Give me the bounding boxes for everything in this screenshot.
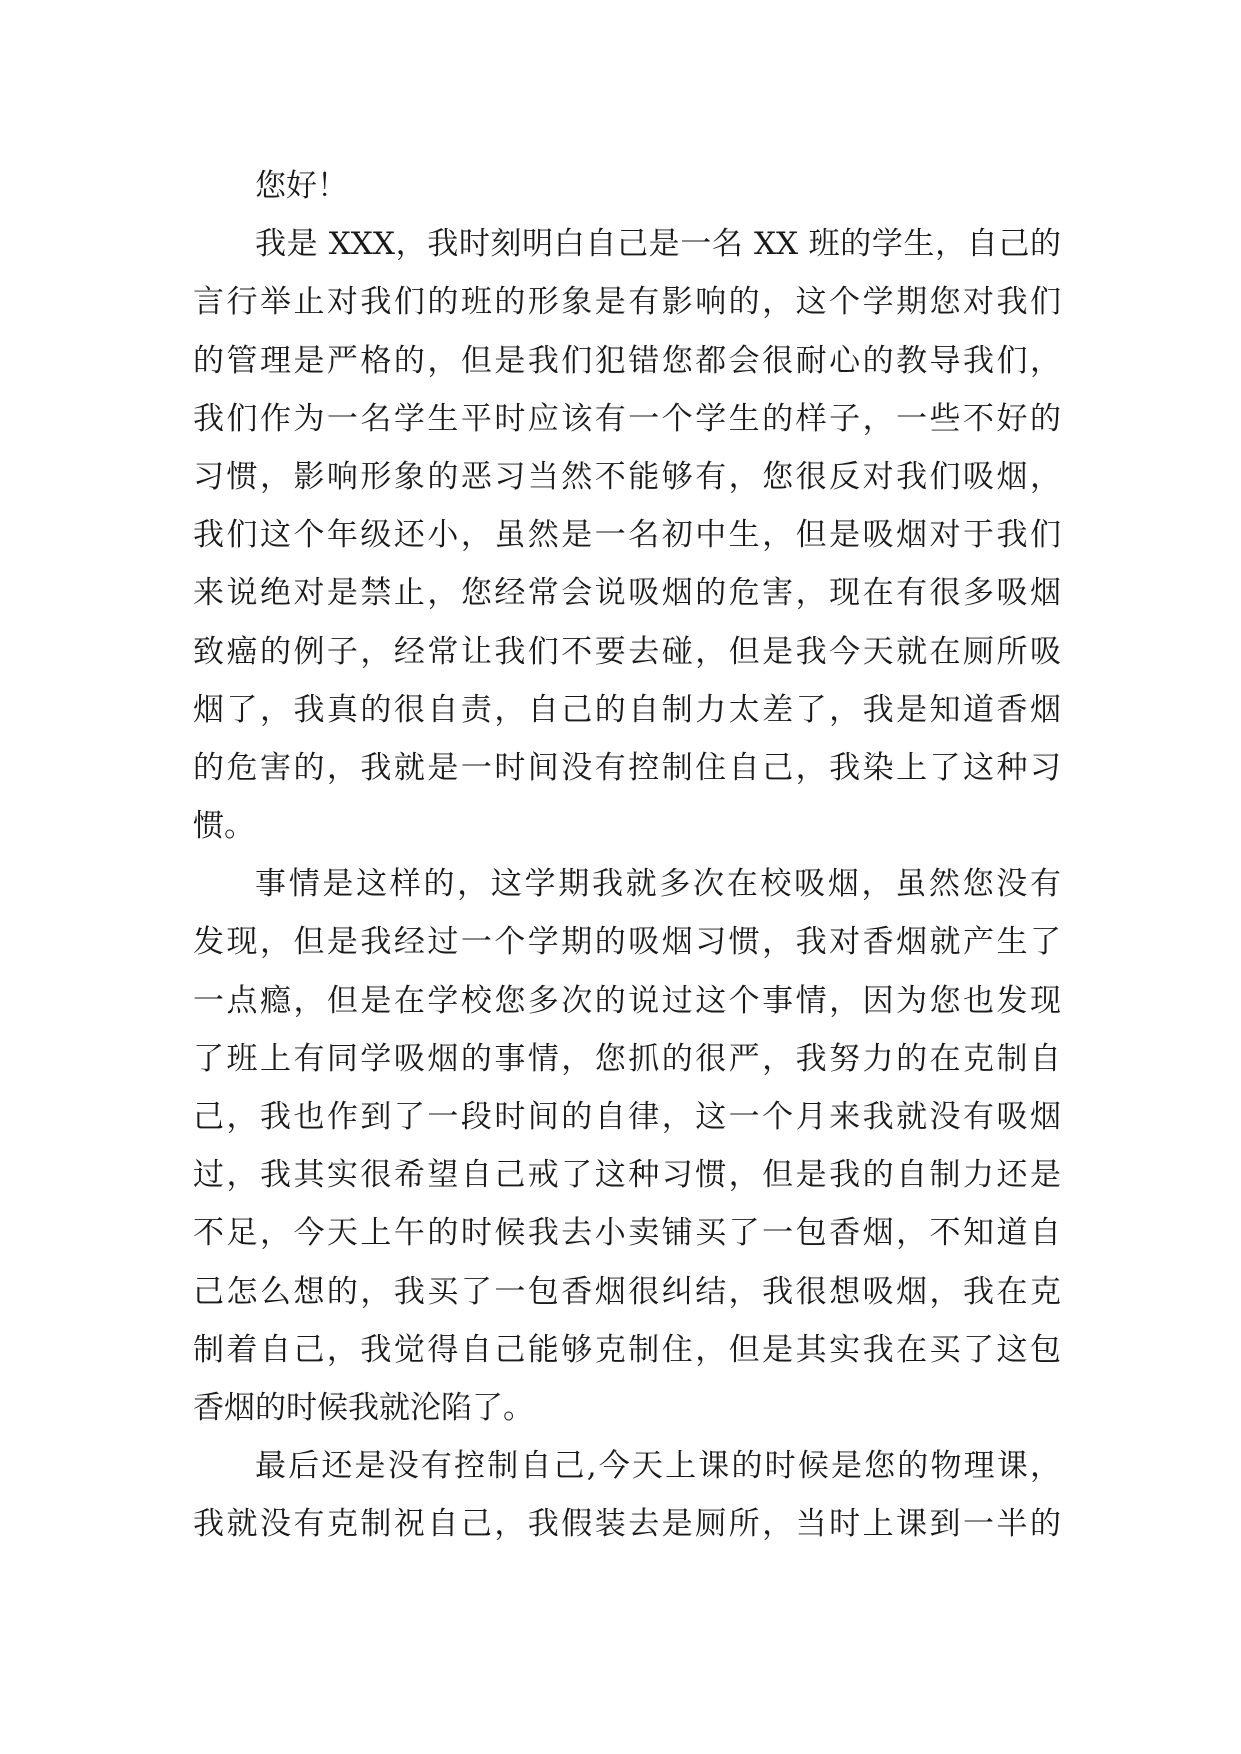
paragraph-3 [193, 1437, 1061, 1553]
text-line: 过，我其实很希望自己戒了这种习惯，但是我的自制力还是 [193, 1157, 1061, 1194]
text-line: 习惯，影响形象的恶习当然不能够有，您很反对我们吸烟， [193, 458, 1061, 495]
text-line: 来说绝对是禁止，您经常会说吸烟的危害，现在有很多吸烟 [193, 575, 1061, 612]
text-line: 我就没有克制祝自己，我假装去是厕所，当时上课到一半的 [193, 1506, 1061, 1543]
text-line: 致癌的例子，经常让我们不要去碰，但是我今天就在厕所吸 [193, 633, 1061, 670]
text-line: 最后还是没有控制自己,今天上课的时候是您的物理课， [255, 1448, 1061, 1485]
text-line: 了班上有同学吸烟的事情，您抓的很严，我努力的在克制自 [193, 1040, 1061, 1077]
text-line: 的管理是严格的，但是我们犯错您都会很耐心的教导我们， [193, 342, 1061, 379]
text-line: 己怎么想的，我买了一包香烟很纠结，我很想吸烟，我在克 [193, 1273, 1061, 1310]
text-line: 不足，今天上午的时候我去小卖铺买了一包香烟，不知道自 [193, 1215, 1061, 1252]
text-line: 发现，但是我经过一个学期的吸烟习惯，我对香烟就产生了 [193, 924, 1061, 961]
greeting: 您好！ [255, 168, 348, 204]
text-line: 言行举止对我们的班的形象是有影响的，这个学期您对我们 [193, 284, 1061, 321]
text-line: 一点瘾，但是在学校您多次的说过这个事情，因为您也发现 [193, 982, 1061, 1019]
text-line: 制着自己，我觉得自己能够克制住，但是其实我在买了这包 [193, 1331, 1061, 1368]
letter-body [193, 157, 1061, 1554]
text-line: 惯。 [193, 808, 255, 845]
text-line: 我们作为一名学生平时应该有一个学生的样子，一些不好的 [193, 400, 1061, 437]
text-line: 烟了，我真的很自责，自己的自制力太差了，我是知道香烟 [193, 691, 1061, 728]
paragraph-2 [193, 855, 1061, 1437]
text-line: 己，我也作到了一段时间的自律，这一个月来我就没有吸烟 [193, 1099, 1061, 1135]
text-line: 的危害的，我就是一时间没有控制住自己，我染上了这种习 [193, 749, 1061, 786]
text-line: 我是 XXX，我时刻明白自己是一名 XX 班的学生，自己的 [255, 226, 1061, 263]
text-line: 我们这个年级还小，虽然是一名初中生，但是吸烟对于我们 [193, 517, 1061, 554]
text-line: 事情是这样的，这学期我就多次在校吸烟，虽然您没有 [255, 866, 1061, 903]
paragraph-1 [193, 215, 1061, 855]
text-line: 香烟的时候我就沦陷了。 [193, 1389, 534, 1426]
